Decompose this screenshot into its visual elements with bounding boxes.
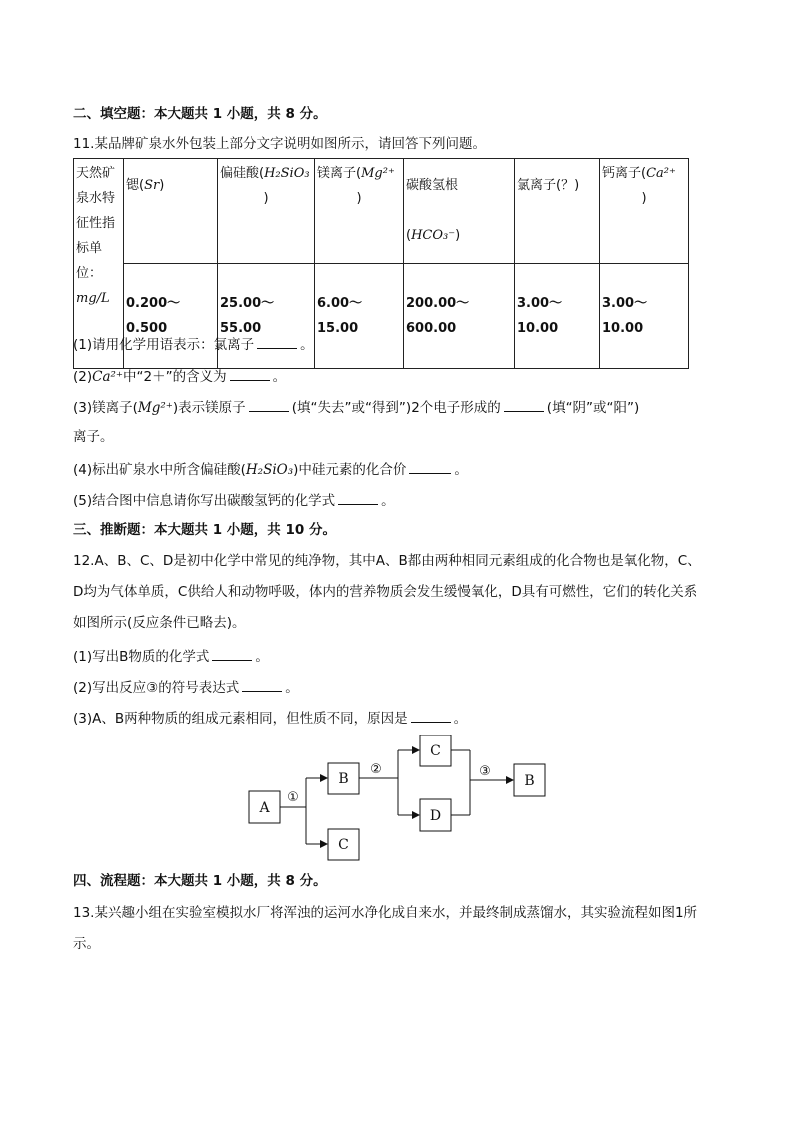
value-bicarbonate: 200.00～600.00 <box>404 264 515 369</box>
answer-blank[interactable] <box>230 366 270 381</box>
question-12-stem-line1: 12.A、B、C、D是初中化学中常见的纯净物，其中A、B都由两种相同元素组成的化合物也是氧化物，C、 <box>73 553 701 569</box>
box-d-label: D <box>429 808 442 824</box>
question-13-stem-line1: 13.某兴趣小组在实验室模拟水厂将浑浊的运河水净化成自来水，并最终制成蒸馏水，其实验流程如图1所 <box>73 905 698 921</box>
answer-blank[interactable] <box>257 334 297 349</box>
box-b1-label: B <box>338 771 349 787</box>
question-12-sub1: (1)写出B物质的化学式 。 <box>73 646 269 666</box>
row-header-unit: mg/L <box>76 291 110 306</box>
box-a-label: A <box>259 800 270 816</box>
header-bicarbonate: 碳酸氢根(HCO₃⁻) <box>404 159 515 264</box>
question-11-sub5: (5)结合图中信息请你写出碳酸氢钙的化学式 。 <box>73 490 395 510</box>
step-1-label: ① <box>287 790 299 805</box>
header-magnesium-ion: 镁离子(Mg²⁺ ) <box>315 159 404 264</box>
box-c2-label: C <box>430 743 441 759</box>
question-12-sub3: (3)A、B两种物质的组成元素相同，但性质不同，原因是 。 <box>73 708 467 728</box>
question-11-sub3-line2: 离子。 <box>73 429 114 445</box>
step-2-label: ② <box>370 762 382 777</box>
question-11-sub2: (2)Ca²⁺中“2＋”的含义为 。 <box>73 366 286 386</box>
question-11-sub4: (4)标出矿泉水中所含偏硅酸(H₂SiO₃)中硅元素的化合价 。 <box>73 459 468 479</box>
value-strontium: 0.200～0.500 <box>124 264 218 369</box>
value-metasilicic-acid: 25.00～55.00 <box>218 264 315 369</box>
question-12-stem-line3: 如图所示(反应条件已略去)。 <box>73 615 246 631</box>
header-metasilicic-acid: 偏硅酸(H₂SiO₃ ) <box>218 159 315 264</box>
question-13-stem-line2: 示。 <box>73 936 100 952</box>
value-magnesium-ion: 6.00～15.00 <box>315 264 404 369</box>
value-calcium-ion: 3.00～10.00 <box>600 264 689 369</box>
step-3-label: ③ <box>479 764 491 779</box>
answer-blank[interactable] <box>409 459 451 474</box>
question-12-stem-line2: D均为气体单质，C供给人和动物呼吸，体内的营养物质会发生缓慢氧化，D具有可燃性，它们的转化关系 <box>73 584 698 600</box>
answer-blank[interactable] <box>504 397 544 412</box>
row-header-label: 天然矿泉水特征性指标单位： <box>76 166 116 281</box>
box-c1-label: C <box>338 837 349 853</box>
answer-blank[interactable] <box>338 490 378 505</box>
section-heading-fill-in: 二、填空题：本大题共 1 小题，共 8 分。 <box>73 106 327 122</box>
question-11-sub3: (3)镁离子(Mg²⁺)表示镁原子 (填“失去”或“得到”)2个电子形成的 (填“阴”或“阳”) <box>73 397 639 417</box>
header-strontium: 锶(Sr) <box>124 159 218 264</box>
value-chloride-ion: 3.00～10.00 <box>515 264 600 369</box>
answer-blank[interactable] <box>242 677 282 692</box>
question-11-sub1: (1)请用化学用语表示：氯离子 。 <box>73 334 314 354</box>
question-12-sub2: (2)写出反应③的符号表达式 。 <box>73 677 299 697</box>
answer-blank[interactable] <box>249 397 289 412</box>
section-heading-process: 四、流程题：本大题共 1 小题，共 8 分。 <box>73 873 327 889</box>
answer-blank[interactable] <box>212 646 252 661</box>
header-calcium-ion: 钙离子(Ca²⁺ ) <box>600 159 689 264</box>
section-heading-inference: 三、推断题：本大题共 1 小题，共 10 分。 <box>73 522 336 538</box>
box-b2-label: B <box>524 773 535 789</box>
question-11-stem: 11.某品牌矿泉水外包装上部分文字说明如图所示，请回答下列问题。 <box>73 136 486 152</box>
answer-blank[interactable] <box>411 708 451 723</box>
conversion-diagram <box>240 735 560 865</box>
header-chloride-ion: 氯离子(？) <box>515 159 600 264</box>
